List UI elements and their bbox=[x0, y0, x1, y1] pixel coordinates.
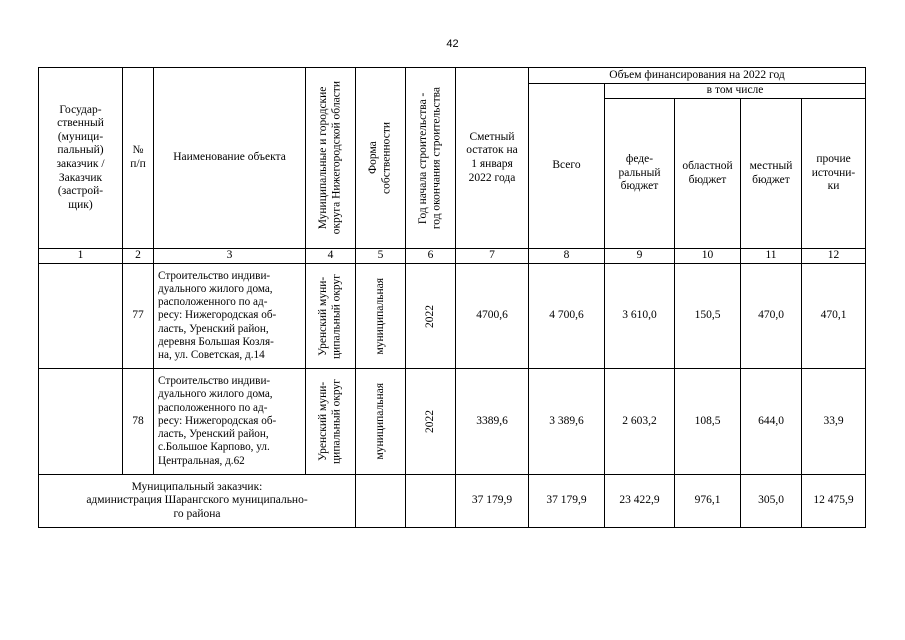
header-including: в том числе bbox=[605, 84, 866, 99]
summary-total: 37 179,9 bbox=[529, 475, 605, 528]
table-row bbox=[39, 264, 866, 369]
row-federal: 3 610,0 bbox=[605, 264, 675, 369]
column-number: 8 bbox=[529, 249, 605, 264]
row-ownership: муниципальная bbox=[373, 277, 386, 355]
summary-federal: 23 422,9 bbox=[605, 475, 675, 528]
row-object-name: Строительство индиви- дуального жилого дома, расположенного по ад- ресу: Нижегородская об- ласть, Уренский район, деревня Большая Козля- на, ул. Советская, д.14 bbox=[154, 264, 306, 369]
summary-row bbox=[39, 475, 866, 528]
column-number: 1 bbox=[39, 249, 123, 264]
row-estimate: 4700,6 bbox=[456, 264, 529, 369]
financing-table bbox=[38, 67, 866, 528]
column-number: 2 bbox=[123, 249, 154, 264]
row-ownership-cell bbox=[356, 369, 406, 475]
summary-estimate: 37 179,9 bbox=[456, 475, 529, 528]
header-municipality: Муниципальные и городские округа Нижегородской области bbox=[316, 81, 343, 235]
row-year-cell bbox=[406, 369, 456, 475]
summary-local: 305,0 bbox=[741, 475, 802, 528]
row-municipality-cell bbox=[306, 369, 356, 475]
row-ownership-cell bbox=[356, 264, 406, 369]
row-local: 644,0 bbox=[741, 369, 802, 475]
row-federal: 2 603,2 bbox=[605, 369, 675, 475]
row-customer bbox=[39, 264, 123, 369]
row-num: 77 bbox=[123, 264, 154, 369]
header-customer: Государ- ственный (муници- пальный) заказчик / Заказчик (застрой- щик) bbox=[39, 68, 123, 249]
row-year-cell bbox=[406, 264, 456, 369]
row-ownership: муниципальная bbox=[373, 383, 386, 460]
page-number: 42 bbox=[446, 38, 459, 50]
header-municipality-cell bbox=[306, 68, 356, 249]
row-other: 33,9 bbox=[802, 369, 866, 475]
row-total: 4 700,6 bbox=[529, 264, 605, 369]
header-total: Всего bbox=[529, 84, 605, 249]
header-years-cell bbox=[406, 68, 456, 249]
header-federal: феде- ральный бюджет bbox=[605, 99, 675, 249]
row-num: 78 bbox=[123, 369, 154, 475]
table-row bbox=[39, 369, 866, 475]
column-number: 7 bbox=[456, 249, 529, 264]
header-estimate: Сметный остаток на 1 января 2022 года bbox=[456, 68, 529, 249]
header-years: Год начала строительства - год окончания строительства bbox=[416, 86, 443, 230]
column-number: 3 bbox=[154, 249, 306, 264]
row-municipality: Уренский муни- ципальный округ bbox=[316, 379, 343, 464]
row-year: 2022 bbox=[423, 304, 436, 328]
summary-empty bbox=[356, 475, 406, 528]
header-local: местный бюджет bbox=[741, 99, 802, 249]
header-ownership-cell bbox=[356, 68, 406, 249]
row-regional: 150,5 bbox=[675, 264, 741, 369]
header-financing: Объем финансирования на 2022 год bbox=[529, 68, 866, 84]
header-object-name: Наименование объекта bbox=[154, 68, 306, 249]
row-municipality: Уренский муни- ципальный округ bbox=[316, 273, 343, 359]
column-number: 11 bbox=[741, 249, 802, 264]
row-estimate: 3389,6 bbox=[456, 369, 529, 475]
row-total: 3 389,6 bbox=[529, 369, 605, 475]
column-number: 12 bbox=[802, 249, 866, 264]
header-other: прочие источни- ки bbox=[802, 99, 866, 249]
row-year: 2022 bbox=[423, 410, 436, 433]
column-number: 5 bbox=[356, 249, 406, 264]
row-municipality-cell bbox=[306, 264, 356, 369]
column-number: 10 bbox=[675, 249, 741, 264]
row-customer bbox=[39, 369, 123, 475]
row-local: 470,0 bbox=[741, 264, 802, 369]
summary-empty bbox=[406, 475, 456, 528]
row-regional: 108,5 bbox=[675, 369, 741, 475]
summary-regional: 976,1 bbox=[675, 475, 741, 528]
row-object-name: Строительство индиви- дуального жилого дома, расположенного по ад- ресу: Нижегородская об- ласть, Уренский район, с.Большое Карпово, ул. Центральная, д.62 bbox=[154, 369, 306, 475]
summary-label: Муниципальный заказчик: администрация Шарангского муниципально- го района bbox=[39, 475, 356, 528]
column-number: 4 bbox=[306, 249, 356, 264]
header-ownership: Форма собственности bbox=[366, 122, 393, 194]
header-num: № п/п bbox=[123, 68, 154, 249]
column-number-row bbox=[39, 249, 866, 264]
column-number: 9 bbox=[605, 249, 675, 264]
row-other: 470,1 bbox=[802, 264, 866, 369]
summary-other: 12 475,9 bbox=[802, 475, 866, 528]
column-number: 6 bbox=[406, 249, 456, 264]
header-regional: областной бюджет bbox=[675, 99, 741, 249]
